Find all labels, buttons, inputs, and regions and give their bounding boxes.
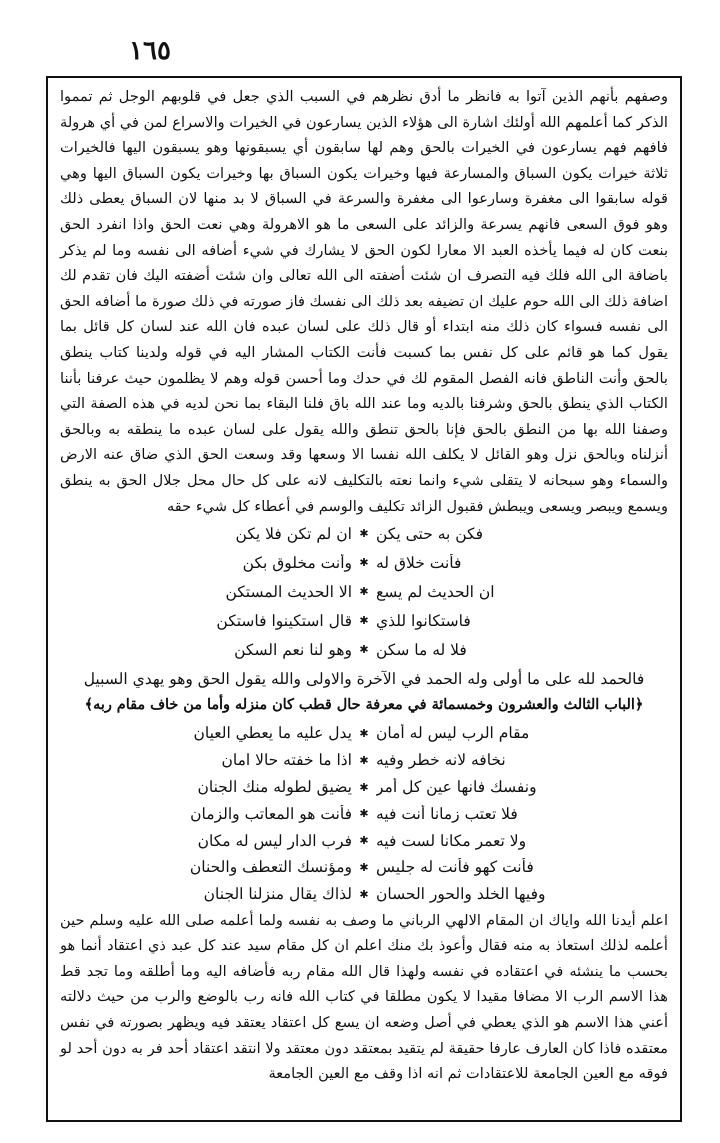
- verse-hemistich-left: يدل عليه ما يعطي العيان: [193, 724, 352, 743]
- verse-hemistich-left: لذاك يقال منزلنا الجنان: [203, 885, 352, 904]
- star-separator-icon: ✱: [359, 753, 369, 767]
- verse-hemistich-left: فأنت هو المعاتب والزمان: [190, 804, 352, 823]
- body-paragraph-1: وصفهم بأنهم الذين آتوا به فانظر ما أدق نظرهم في السبب الذي جعل في قلوبهم الوجل ثم تمموا الذكر كما أعلمهم الله أولئك اشارة الى هؤلاء الذين يسارعون في الخيرات والاسراع لمن في أي هرولة فافهم فهم يسارعون في الخيرات بالحق وهم لها سابقون أي يسبقونها وهو يسبقون اليها فالخيرات ثلاثة خيرات يكون السباق والمسارعة فيها وخيرات يكون السباق بها وخيرات يكون السباق اليها وهي قوله سابقوا الى مغفرة وسارعوا الى مغفرة والسرعة في السباق لا بد منها لان السباق يعطى ذلك وهو فوق السعى فانهم يسرعة والزائد على السعى ما هو الاهرولة وهي نعت الحق واذا انفرد الحق بنعت كان له فيما يأخذه العبد الا معارا لكون الحق لا يشارك في شيء أضافه الى نفسه وما لم يذكر باضافة الى الله فلك فيه التصرف ان شئت أضفته الى الله تعالى وان شئت أضفته اليك فان تقدم لك اضافة ذلك الى الله حوم عليك ان تضيفه بعد ذلك الى نفسك فاز صورته في ذلك صورة ما أضافه الحق الى نفسه فسواء كان ذلك منه ابتداء أو قال ذلك على لسان عبده فان الله عند لسان كل قائل بما يقول كما هو قائم على كل نفس بما كسبت فأنت الكتاب المشار اليه في قوله ولدينا كتاب ينطق بالحق وأنت الناطق فانه الفصل المقوم لك في حدك وما أحسن قوله وهم لا يظلمون حيث عرفنا بأننا الكتاب الذي ينطق بالحق وشرفنا بالديه وما عند الله باق فلنا البقاء بما نحن لديه في هذه الصفة التي وصفنا الله بها من النطق بالحق فإنا بالحق تنطق والله يقول على لسان عبده ما ينطقه به وبالحق أنزلناه وبالحق نزل وهو القائل لا يكلف الله نفسا الا وسعها وقد وسعت الحق الذي ضاق عنه الارض والسماء وهو سبحانه لا يتقلى شيء وانما نعته بالتكليف لانه على كل حال محل جلال الحق به ينطق ويسمع ويبصر ويسعى ويبطش فقبول الزائد تكليف والوسم في أعطاء كل شيء حقه: [60, 88, 669, 515]
- verse-hemistich-right: فلا له ما سكن: [376, 640, 467, 659]
- verse-hemistich-right: فكن به حتى يكن: [376, 524, 484, 543]
- verse-hemistich-left: وأنت مخلوق بكن: [242, 553, 352, 572]
- page-frame: [46, 76, 682, 1122]
- verse-line: [60, 747, 668, 774]
- verse-hemistich-right: ولا تعمر مكانا لست فيه: [376, 831, 527, 850]
- star-separator-icon: ✱: [359, 527, 369, 541]
- verse-hemistich-right: ونفسك فانها عين كل أمر: [376, 778, 537, 797]
- verse-hemistich-left: الا الحديث المستكن: [225, 582, 352, 601]
- verse-hemistich-right: فأنت كهو فأنت له جليس: [376, 858, 534, 877]
- star-separator-icon: ✱: [359, 556, 369, 570]
- poem-2: [60, 720, 668, 908]
- verse-line: [60, 774, 668, 801]
- verse-line: [60, 881, 668, 908]
- star-separator-icon: ✱: [359, 585, 369, 599]
- verse-hemistich-right: وفيها الخلد والحور الحسان: [376, 885, 546, 904]
- verse-line: [60, 800, 668, 827]
- verse-line: [60, 827, 668, 854]
- star-separator-icon: ✱: [359, 643, 369, 657]
- verse-hemistich-right: فلا تعتب زمانا أنت فيه: [376, 804, 518, 823]
- star-separator-icon: ✱: [359, 780, 369, 794]
- body-paragraph-2: اعلم أيدنا الله واياك ان المقام الالهي الرباني ما وصف به نفسه ولما أعلمه صلى الله عليه وسلم حين أعلمه لذلك استعاذ به منه فقال وأعوذ بك منك اعلم ان كل مقام سيد عند كل عبد ذي اعتقاد أنما هو بحسب ما ينشئه في اعتقاده في نفسه ولهذا قال الله مقام ربه فأضافه اليه وما أطلقه وما تجد قط هذا الاسم الرب الا مضافا مقيدا لا يكون مطلقا في كتاب الله فانه رب بالوضع والرب من حيث دلالته أعني هذا الاسم هو الذي يعطي في أصل وضعه ان يسع كل اعتقاد يعتقد فيه ويظهر بصورته في نفس معتقده فاذا كان العارف عارفا حقيقة لم يتقيد بمعتقد دون معتقد ولا انتقد اعتقاد أحد فر به دون أحد لو فوقه مع العين الجامعة للاعتقادات ثم انه اذا وقف مع العين الجامعة: [60, 911, 669, 1083]
- closing-praise: فالحمد لله على ما أولى وله الحمد في الآخرة والاولى والله يقول الحق وهو يهدي السبيل: [83, 670, 645, 689]
- verse-hemistich-left: فرب الدار ليس له مكان: [197, 831, 352, 850]
- chapter-heading: ﴿الباب الثالث والعشرون وخمسمائة في معرفة حال قطب كان منزله وأما من خاف مقام ربه﴾: [84, 696, 644, 714]
- verse-hemistich-left: وهو لنا نعم السكن: [234, 640, 352, 659]
- verse-line: [60, 854, 668, 881]
- poem-1: [60, 519, 668, 664]
- verse-line: [60, 606, 668, 635]
- verse-line: [60, 548, 668, 577]
- verse-line: [60, 720, 668, 747]
- verse-hemistich-right: فأنت خلاق له: [376, 553, 462, 572]
- verse-line: [60, 635, 668, 664]
- star-separator-icon: ✱: [359, 834, 369, 848]
- star-separator-icon: ✱: [359, 726, 369, 740]
- verse-hemistich-right: مقام الرب ليس له أمان: [376, 724, 530, 743]
- star-separator-icon: ✱: [359, 860, 369, 874]
- star-separator-icon: ✱: [359, 887, 369, 901]
- verse-line: [60, 519, 668, 548]
- star-separator-icon: ✱: [359, 614, 369, 628]
- verse-hemistich-right: ان الحديث لم يسع: [376, 582, 495, 601]
- verse-hemistich-left: ومؤنسك التعطف والحنان: [189, 858, 352, 877]
- verse-hemistich-right: نخافه لانه خطر وفيه: [376, 751, 506, 770]
- verse-hemistich-left: اذا ما خفته حالا امان: [221, 751, 352, 770]
- verse-hemistich-left: يضيق لطوله منك الجنان: [197, 778, 352, 797]
- verse-hemistich-left: قال استكينوا فاستكن: [216, 611, 352, 630]
- verse-line: [60, 577, 668, 606]
- star-separator-icon: ✱: [359, 807, 369, 821]
- verse-hemistich-left: ان لم تكن فلا يكن: [235, 524, 352, 543]
- verse-hemistich-right: فاستكانوا للذي: [376, 611, 471, 630]
- page-number: ١٦٥: [129, 36, 171, 66]
